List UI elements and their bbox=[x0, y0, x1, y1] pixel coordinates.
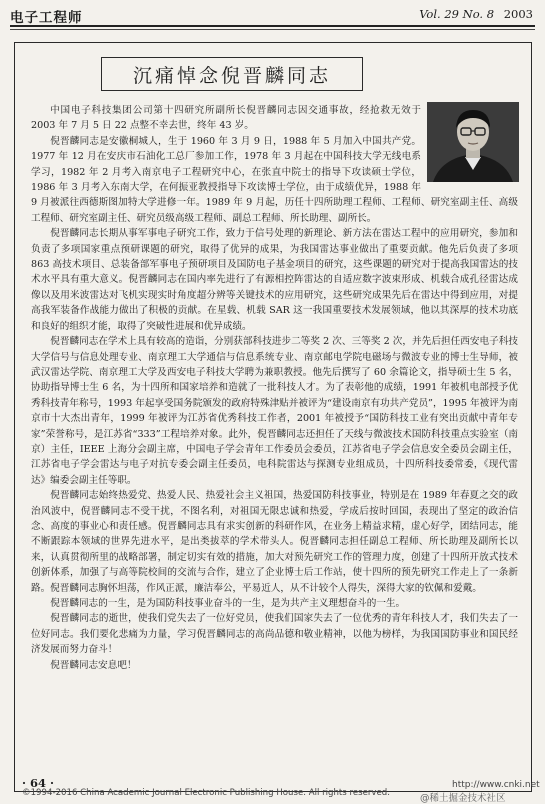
watermark-text: @稀土掘金技术社区 bbox=[420, 793, 506, 804]
year: 2003 bbox=[503, 7, 533, 21]
photo-wrap-spacer bbox=[421, 103, 518, 185]
copyright-notice: ©1994-2016 China Academic Journal Electronic Publishing House. All rights reserved. bbox=[22, 788, 390, 798]
article-body bbox=[31, 103, 518, 673]
paragraph-2: 倪晋麟同志是安徽桐城人，生于 1960 年 3 月 9 日，1988 年 5 月加入中国共产党。1977 年 12 月在安庆市石油化工总厂参加工作，1978 年 3 月起在中国科技大学无线电系学习，1982 年 2 月考入南京电子工程研究中心，在张直中院士的指导下攻读硕士学位，1986 年 3 月考入东南大学，在何振亚教授指导下攻读博士学位，由于成绩优异，1988 年 9 月被派往西德斯图加特大学进修一年。1989 年 9 月起，历任十四所助理工程师、工程师、研究室副主任、高级工程师、研究室副主任、研究员级高级工程师、副总工程师、所长助理、副所长。 bbox=[31, 135, 518, 224]
running-header bbox=[10, 6, 535, 26]
page-number: · 64 · bbox=[22, 776, 55, 790]
paragraph-6: 倪晋麟同志的一生，是为国防科技事业奋斗的一生，是为共产主义理想奋斗的一生。 bbox=[50, 598, 406, 609]
issue-number: No. 8 bbox=[462, 7, 495, 21]
header-rule-thick bbox=[10, 25, 535, 27]
volume: Vol. 29 bbox=[419, 7, 459, 21]
journal-name: 电子工程师 bbox=[10, 10, 83, 26]
paragraph-7: 倪晋麟同志的逝世，使我们党失去了一位好党员，使我们国家失去了一位优秀的青年科技人才，我们失去了一位好同志。我们要化悲痛为力量，学习倪晋麟同志的高尚品德和敬业精神，以他为榜样，为我国国防事业和国民经济发展而努力奋斗！ bbox=[31, 613, 518, 656]
paragraph-3: 倪晋麟同志长期从事军事电子研究工作，致力于信号处理的新理论、新方法在雷达工程中的应用研究，参加和负责了多项国家重点预研课题的研究，取得了优异的成果，为我国雷达事业做出了重要贡献。他先后负责了多项 863 高技术项目、总装备部军事电子预研项目及国防电子基金项目的研究，这些课题的研究对于提高我国雷达的技术水平具有重大意义。倪晋麟同志在国内率先进行了有源相控阵雷达的自适应数字波束形成、机载合成孔径雷达成像以及用米波雷达对飞机实现实时角度超分辨等关键技术的应用研究，这些研究成果先后在雷达中得到应用，对提高我军装备作战能力做出了积极的贡献。在星载、机载 SAR 这一我国重要技术发展领域，他以其深厚的技术功底和良好的组织才能，取得了突破性进展和优异成绩。 bbox=[31, 228, 518, 332]
issue-info bbox=[419, 7, 533, 21]
article-title: 沉痛悼念倪晋麟同志 bbox=[101, 57, 363, 91]
paragraph-5: 倪晋麟同志始终热爱党、热爱人民、热爱社会主义祖国，热爱国防科技事业，特别是在 1989 年春夏之交的政治风波中，倪晋麟同志不受干扰，不图名利，对祖国无限忠诚和热爱，学成后按时回国，表现出了坚定的政治信念、高度的事业心和责任感。倪晋麟同志具有求实创新的科研作风，在业务上精益求精，虚心好学，团结同志，能不断跟踪本领域的世界先进水平，是出类拔萃的学术带头人。倪晋麟同志担任副总工程师、所长助理及副所长以来，认真贯彻所里的战略部署，制定切实有效的措施，加大对预先研究工作的管理力度，创建了十四所开放式技术创新体系，加强了与高等院校间的交流与合作，建立了企业博士后工作站，使十四所的预先研究工作走上了一条新路。倪晋麟同志胸怀坦荡，作风正派，廉洁奉公，平易近人，从不计较个人得失，深得大家的钦佩和爱戴。 bbox=[31, 490, 518, 594]
header-rule-thin bbox=[10, 29, 535, 30]
source-url[interactable]: http://www.cnki.net bbox=[452, 780, 540, 790]
paragraph-4: 倪晋麟同志在学术上具有较高的造诣，分别获部科技进步二等奖 2 次、三等奖 2 次，并先后担任西安电子科技大学信号与信息处理专业、南京理工大学通信与信息系统专业、南京邮电学院电磁场与微波专业的博士生导师，被武汉雷达学院、南京理工大学及西安电子科技大学聘为兼职教授。他先后撰写了 60 余篇论文，指导硕士生 5 名，协助指导博士生 6 名，为十四所和国家培养和造就了一批科技人才。为了表彰他的成绩，1991 年被机电部授予优秀科技青年称号，1993 年起享受国务院颁发的政府特殊津贴并被评为“建设南京有功共产党员”，1995 年被评为南京市十大杰出青年，1999 年被评为江苏省优秀科技工作者，2001 年被授予“国防科技工业有突出贡献中青年专家”荣誉称号，是江苏省“333”工程培养对象。此外，倪晋麟同志还担任了天线与微波技术国防科技重点实验室（南京）主任，IEEE 上海分会副主席，中国电子学会青年工作委员会委员，江苏省电子学会信息安全委员会副主任，江苏省电子学会雷达与电子对抗专委会副主任委员，电科院雷达与探测专业组成员，十四所科技委常委，《现代雷达》编委会副主任等职。 bbox=[31, 336, 518, 486]
paragraph-1: 中国电子科技集团公司第十四研究所副所长倪晋麟同志因交通事故，经抢救无效于 2003 年 7 月 5 日 22 点整不幸去世，终年 43 岁。 bbox=[31, 105, 421, 132]
paragraph-8: 倪晋麟同志安息吧！ bbox=[50, 659, 137, 671]
